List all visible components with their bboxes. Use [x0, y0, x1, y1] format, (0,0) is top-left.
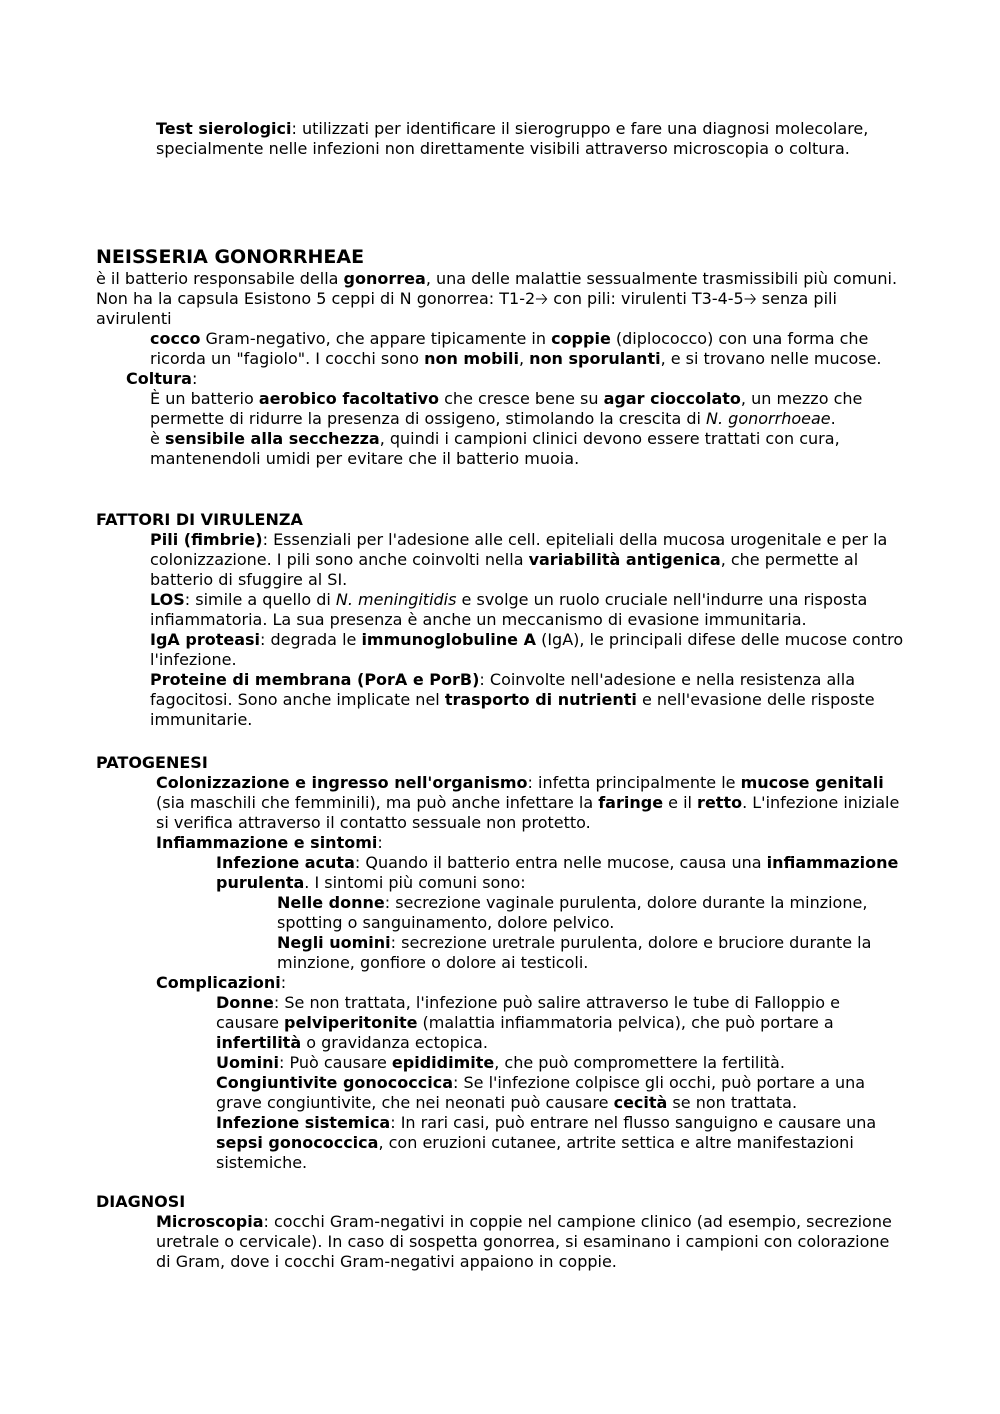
- bold-text: pelviperitonite: [284, 1013, 418, 1032]
- term-bold: Test sierologici: [156, 119, 292, 138]
- bullet-list: [0, 119, 906, 159]
- item-text: (diplococco) con una forma che ricorda un "fagiolo". I cocchi sono: [150, 329, 869, 368]
- item-text: : simile a quello di: [184, 590, 336, 609]
- item-text: . I sintomi più comuni sono:: [304, 873, 526, 892]
- italic-text: N. meningitidis: [335, 590, 457, 609]
- item-text: (IgA), le principali difese delle mucose contro l'infezione.: [150, 630, 904, 669]
- bold-text: variabilità antigenica: [528, 550, 721, 569]
- item-text: , che può compromettere la fertilità.: [494, 1053, 785, 1072]
- list-item: [0, 893, 906, 933]
- item-text: : degrada le: [260, 630, 362, 649]
- item-text: (sia maschili che femminili), ma può anche infettare la: [156, 793, 599, 812]
- item-text: :: [191, 369, 198, 388]
- list-item: [0, 530, 906, 590]
- list-item-coltura: [0, 369, 906, 389]
- item-text: se non trattata.: [667, 1093, 798, 1112]
- item-text: e nell'evasione delle risposte immunitarie.: [150, 690, 875, 729]
- item-text: o gravidanza ectopica.: [301, 1033, 488, 1052]
- intro-text: , una delle malattie sessualmente trasmissibili più comuni. Non ha la capsula Esistono 5 ceppi di N gonorrea: T1-2: [96, 269, 898, 308]
- list-item: [0, 590, 906, 630]
- bold-text: sensibile alla secchezza: [164, 429, 380, 448]
- list-item: [0, 1113, 906, 1173]
- item-text: : Se l'infezione colpisce gli occhi, può portare a una grave congiuntivite, che nei neonati può causare: [216, 1073, 866, 1112]
- square-list: [0, 893, 906, 973]
- bold-text: Pili (fimbrie): [150, 530, 263, 549]
- section-diagnosi: [0, 1192, 906, 1272]
- intro-text: con pili: virulenti T3-4-5: [548, 289, 744, 308]
- list-item: [0, 630, 906, 670]
- item-text: che cresce bene su: [439, 389, 604, 408]
- item-text: e svolge un ruolo cruciale nell'indurre una risposta infiammatoria. La sua presenza è anche un meccanismo di evasione immunitaria.: [150, 590, 868, 629]
- bold-text: agar cioccolato: [603, 389, 741, 408]
- item-text: , quindi i campioni clinici devono essere trattati con cura, mantenendoli umidi per evitare che il batterio muoia.: [150, 429, 840, 468]
- section-neisseria: [0, 245, 906, 469]
- circle-list: [0, 993, 906, 1173]
- bold-text: retto: [697, 793, 743, 812]
- bold-text: faringe: [598, 793, 664, 812]
- item-text: : utilizzati per identificare il sierogruppo e fare una diagnosi molecolare, specialmente nelle infezioni non direttamente visibili attraverso microscopia o coltura.: [156, 119, 869, 158]
- bold-text: Complicazioni: [156, 973, 281, 992]
- list-item: [0, 853, 906, 893]
- section-title: PATOGENESI: [96, 753, 208, 772]
- circle-list: [0, 329, 906, 369]
- bullet-list: [0, 369, 906, 389]
- bold-text: Nelle donne: [277, 893, 385, 912]
- item-text: : Se non trattata, l'infezione può salire attraverso le tube di Falloppio e causare: [216, 993, 840, 1032]
- list-item: [0, 1073, 906, 1113]
- section-title: FATTORI DI VIRULENZA: [96, 510, 303, 529]
- list-item: [0, 119, 906, 159]
- circle-list: [0, 389, 906, 469]
- section-patogenesi: [0, 753, 906, 1173]
- item-text: : Quando il batterio entra nelle mucose, causa una: [354, 853, 767, 872]
- bold-text: Uomini: [216, 1053, 280, 1072]
- list-item: [0, 773, 906, 833]
- bold-text: sepsi gonococcica: [216, 1133, 379, 1152]
- item-text: : Coinvolte nell'adesione e nella resistenza alla fagocitosi. Sono anche implicate nel: [150, 670, 855, 709]
- item-text: . L'infezione iniziale si verifica attraverso il contatto sessuale non protetto.: [156, 793, 900, 832]
- bold-text: infiammazione purulenta: [216, 853, 899, 892]
- arrow-icon: 🡢: [743, 289, 757, 308]
- list-item: [0, 933, 906, 973]
- item-text: , che permette al batterio di sfuggire al SI.: [150, 550, 859, 589]
- italic-text: N. gonorrhoeae: [706, 409, 831, 428]
- intro-paragraph: [0, 269, 906, 329]
- item-text: : infetta principalmente le: [527, 773, 741, 792]
- list-item: [0, 1053, 906, 1073]
- bold-text: aerobico facoltativo: [258, 389, 440, 408]
- list-item: [0, 1212, 906, 1272]
- bold-text: Coltura: [126, 369, 192, 388]
- item-text: : In rari casi, può entrare nel flusso sanguigno e causare una: [390, 1113, 877, 1132]
- item-text: : secrezione vaginale purulenta, dolore durante la minzione, spotting o sanguinamento, dolore pelvico.: [277, 893, 868, 932]
- item-text: : Essenziali per l'adesione alle cell. epiteliali della mucosa urogenitale e per la colonizzazione. I pili sono anche coinvolti nella: [150, 530, 888, 569]
- item-text: è: [150, 429, 165, 448]
- arrow-icon: 🡢: [535, 289, 549, 308]
- circle-list: [0, 530, 906, 730]
- section-title: DIAGNOSI: [96, 1192, 186, 1211]
- intro-bold: gonorrea: [343, 269, 426, 288]
- bold-text: epididimite: [391, 1053, 495, 1072]
- bold-text: cecità: [613, 1093, 668, 1112]
- bold-text: infertilità: [216, 1033, 302, 1052]
- section-virulenza: [0, 510, 906, 730]
- bold-text: trasporto di nutrienti: [444, 690, 637, 709]
- item-text: : cocchi Gram-negativi in coppie nel campione clinico (ad esempio, secrezione uretrale o cervicale). In caso di sospetta gonorrea, si esaminano i campioni con colorazione di Gram, dove i cocchi Gram-negativi appaiono in coppie.: [156, 1212, 892, 1271]
- item-text: : secrezione uretrale purulenta, dolore e bruciore durante la minzione, gonfiore o dolore ai testicoli.: [277, 933, 872, 972]
- bold-text: coppie: [551, 329, 611, 348]
- bullet-list: [0, 773, 906, 853]
- list-item: [0, 993, 906, 1053]
- bold-text: Colonizzazione e ingresso nell'organismo: [156, 773, 528, 792]
- list-item: [0, 389, 906, 429]
- bold-text: Negli uomini: [277, 933, 391, 952]
- intro-text: è il batterio responsabile della: [96, 269, 344, 288]
- bold-text: Infezione acuta: [216, 853, 355, 872]
- section-title: NEISSERIA GONORRHEAE: [96, 246, 365, 268]
- list-item: [0, 833, 906, 853]
- bold-text: Donne: [216, 993, 274, 1012]
- item-text: , un mezzo che permette di ridurre la presenza di ossigeno, stimolando la crescita di: [150, 389, 863, 428]
- list-item: [0, 973, 906, 993]
- item-text: : Può causare: [279, 1053, 392, 1072]
- bold-text: Congiuntivite gonococcica: [216, 1073, 453, 1092]
- bold-text: LOS: [150, 590, 185, 609]
- item-text: , con eruzioni cutanee, artrite settica e altre manifestazioni sistemiche.: [216, 1133, 854, 1172]
- bold-text: non mobili: [424, 349, 519, 368]
- list-item: [0, 670, 906, 730]
- list-item: [0, 329, 906, 369]
- bullet-list: [0, 1212, 906, 1272]
- item-text: (malattia infiammatoria pelvica), che può portare a: [417, 1013, 834, 1032]
- test-sierologici-block: [0, 119, 906, 159]
- bold-text: immunoglobuline A: [361, 630, 536, 649]
- bold-text: IgA proteasi: [150, 630, 260, 649]
- list-item: [0, 429, 906, 469]
- item-text: , e si trovano nelle mucose.: [660, 349, 882, 368]
- item-text: È un batterio: [150, 389, 259, 408]
- circle-list: [0, 853, 906, 893]
- intro-text: senza pili avirulenti: [96, 289, 837, 328]
- bold-text: Infiammazione e sintomi: [156, 833, 378, 852]
- bold-text: Infezione sistemica: [216, 1113, 391, 1132]
- item-text: :: [280, 973, 287, 992]
- item-text: e il: [663, 793, 698, 812]
- item-text: .: [830, 409, 836, 428]
- item-text: :: [377, 833, 383, 852]
- item-text: Gram-negativo, che appare tipicamente in: [200, 329, 552, 348]
- bullet-list: [0, 973, 906, 993]
- bold-text: cocco: [150, 329, 201, 348]
- bold-text: Proteine di membrana (PorA e PorB): [150, 670, 480, 689]
- bold-text: Microscopia: [156, 1212, 264, 1231]
- bold-text: non sporulanti: [529, 349, 661, 368]
- item-text: ,: [519, 349, 530, 368]
- bold-text: mucose genitali: [740, 773, 884, 792]
